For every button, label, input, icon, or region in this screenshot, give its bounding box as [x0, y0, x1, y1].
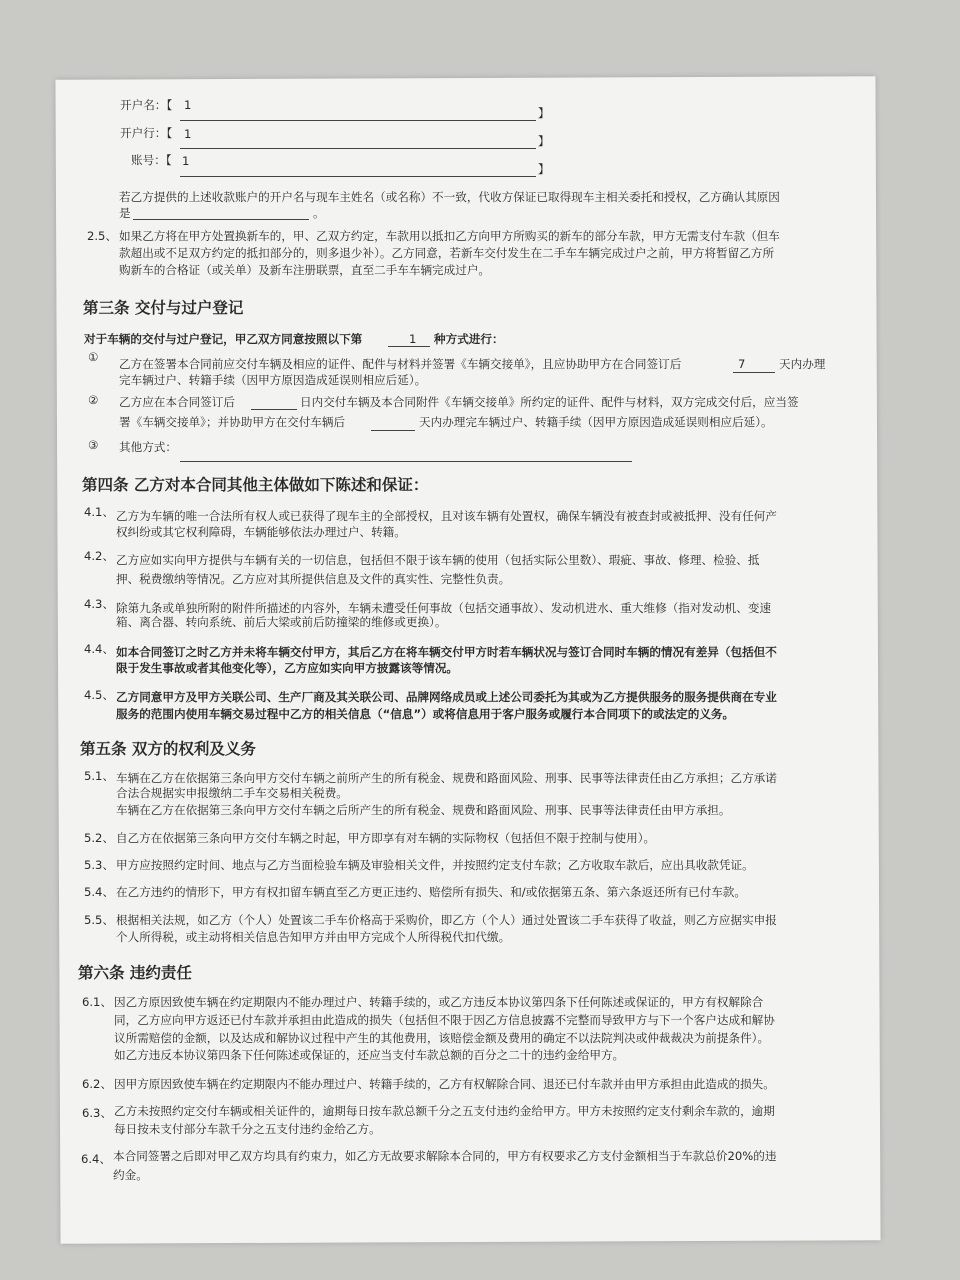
clause-5-3-line1: 甲方应按照约定时间、地点与乙方当面检验车辆及审验相关文件，并按照约定支付车款；乙方收取车款后，应出具收款凭证。 — [116, 858, 754, 872]
clause-4-1-line2: 权纠纷或其它权利障碍，车辆能够依法办理过户、转籍。 — [116, 525, 406, 539]
option-1-line1-prefix: 乙方在签署本合同前应交付车辆及相应的证件、配件与材料并签署《车辆交接单》，且应协助甲方在合同签订后 — [119, 357, 682, 371]
clause-6-1-line4: 如乙方违反本协议第四条下任何陈述或保证的，还应当支付车款总额的百分之二十的违约金给甲方。 — [114, 1048, 625, 1062]
option-1-days-value: 7 — [738, 357, 746, 371]
clause-4-5-line1: 乙方同意甲方及甲方关联公司、生产厂商及其关联公司、品牌网络成员或上述公司委托为其或为乙方提供服务的服务提供商在专业 — [116, 690, 777, 704]
clause-6-4-line2: 约金。 — [113, 1168, 148, 1182]
account-note-underline — [133, 219, 309, 220]
clause-6-1-line3: 议所需赔偿的金额，以及达成和解协议过程中产生的其他费用，该赔偿金额及费用的确定不以法院判决或仲裁裁决为前提条件）。 — [114, 1031, 770, 1045]
clause-2-5-line1: 如果乙方将在甲方处置换新车的，甲、乙双方约定，车款用以抵扣乙方向甲方所购买的新车的部分车款，甲方无需支付车款（但车 — [119, 229, 780, 243]
clause-5-5-line2: 个人所得税，或主动将相关信息告知甲方并由甲方完成个人所得税代扣代缴。 — [116, 930, 511, 944]
clause-5-4-number: 5.4、 — [84, 885, 115, 899]
option-2-line1-suffix: 日内交付车辆及本合同附件《车辆交接单》所约定的证件、配件与材料，双方完成交付后，应当签 — [300, 395, 799, 409]
clause-2-5-line3: 购新车的合格证（或关单）及新车注册联票，直至二手车车辆完成过户。 — [119, 263, 491, 277]
clause-4-5-number: 4.5、 — [84, 688, 115, 702]
clause-6-2-number: 6.2、 — [82, 1077, 113, 1091]
option-2-line2-suffix: 天内办理完车辆过户、转籍手续（因甲方原因造成延误则相应后延）。 — [419, 415, 773, 429]
account-bank-value: 1 — [184, 127, 192, 141]
article-3-intro-value: 1 — [409, 332, 417, 346]
account-name-label: 开户名：【 — [120, 98, 173, 112]
clause-5-1-number: 5.1、 — [84, 769, 115, 783]
account-name-value: 1 — [184, 98, 192, 112]
clause-6-1-line1: 因乙方原因致使车辆在约定期限内不能办理过户、转籍手续的，或乙方违反本协议第四条下任何陈述或保证的，甲方有权解除合 — [114, 995, 764, 1009]
account-name-underline — [180, 120, 536, 121]
clause-4-1-number: 4.1、 — [84, 505, 115, 519]
option-2-transfer-underline — [371, 430, 415, 431]
account-bank-label: 开户行：【 — [120, 126, 173, 140]
option-2-line1-prefix: 乙方应在本合同签订后 — [119, 395, 235, 409]
clause-2-5-number: 2.5、 — [87, 229, 118, 243]
clause-4-3-line1: 除第九条或单独所附的附件所描述的内容外，车辆未遭受任何事故（包括交通事故）、发动机进水、重大维修（指对发动机、变速 — [116, 601, 772, 615]
account-number-label: 账号：【 — [131, 153, 172, 167]
account-bank-underline — [180, 148, 536, 149]
clause-4-3-number: 4.3、 — [84, 597, 115, 611]
clause-4-2-number: 4.2、 — [84, 549, 115, 563]
clause-6-4-line1: 本合同签署之后即对甲乙双方均具有约束力，如乙方无故要求解除本合同的，甲方有权要求乙方支付金额相当于车款总价20%的违 — [113, 1149, 777, 1163]
option-1-days-underline — [733, 372, 775, 373]
option-3-label: 其他方式： — [119, 440, 177, 454]
clause-4-3-line2: 箱、离合器、转向系统、前后大梁或前后防撞梁的维修或更换）。 — [116, 615, 447, 629]
account-note-suffix: 。 — [313, 206, 325, 220]
clause-5-5-number: 5.5、 — [84, 913, 115, 927]
article-6-heading: 第六条 违约责任 — [78, 964, 192, 982]
account-number-underline — [180, 176, 536, 177]
option-3-number: ③ — [88, 438, 99, 452]
clause-4-4-line2: 限于发生事故或者其他变化等），乙方应如实向甲方披露该等情况。 — [116, 661, 459, 675]
article-3-heading: 第三条 交付与过户登记 — [83, 299, 244, 317]
article-5-heading: 第五条 双方的权利及义务 — [80, 740, 256, 758]
clause-6-3-line1: 乙方未按照约定交付车辆或相关证件的，逾期每日按车款总额千分之五支付违约金给甲方。甲方未按照约定支付剩余车款的，逾期 — [114, 1104, 775, 1118]
option-1-line1-suffix: 天内办理 — [779, 357, 826, 371]
clause-6-3-number: 6.3、 — [82, 1106, 113, 1120]
clause-6-4-number: 6.4、 — [81, 1152, 112, 1166]
clause-4-2-line1: 乙方应如实向甲方提供与车辆有关的一切信息，包括但不限于该车辆的使用（包括实际公里数）、瑕疵、事故、修理、检验、抵 — [116, 553, 760, 567]
clause-6-3-line2: 每日按未支付部分车款千分之五支付违约金给乙方。 — [114, 1122, 381, 1136]
option-2-number: ② — [88, 393, 99, 407]
clause-5-1-line1: 车辆在乙方在依据第三条向甲方交付车辆之前所产生的所有税金、规费和路面风险、刑事、民事等法律责任由乙方承担；乙方承诺 — [116, 771, 777, 785]
article-3-intro-underline — [388, 346, 430, 347]
article-4-heading: 第四条 乙方对本合同其他主体做如下陈述和保证： — [82, 476, 429, 494]
clause-5-2-line1: 自乙方在依据第三条向甲方交付车辆之时起，甲方即享有对车辆的实际物权（包括但不限于控制与使用）。 — [116, 831, 656, 845]
clause-5-3-number: 5.3、 — [84, 858, 115, 872]
option-1-number: ① — [88, 350, 99, 364]
clause-6-1-number: 6.1、 — [82, 995, 113, 1009]
clause-6-1-line2: 同，乙方应向甲方返还已付车款并承担由此造成的损失（包括但不限于因乙方信息披露不完整而导致甲方与下一个客户达成和解协 — [114, 1013, 775, 1027]
clause-4-5-line2: 服务的范围内使用车辆交易过程中乙方的相关信息（“信息”）或将信息用于客户服务或履行本合同项下的或法定的义务。 — [116, 707, 735, 721]
clause-6-2-line1: 因甲方原因致使车辆在约定期限内不能办理过户、转籍手续的，乙方有权解除合同、退还已付车款并由甲方承担由此造成的损失。 — [114, 1077, 775, 1091]
article-3-intro-suffix: 种方式进行： — [434, 332, 504, 346]
article-3-intro-prefix: 对于车辆的交付与过户登记，甲乙双方同意按照以下第 — [84, 332, 363, 346]
clause-5-2-number: 5.2、 — [84, 831, 115, 845]
account-bank-close: 】 — [538, 134, 550, 148]
option-3-underline — [180, 461, 632, 462]
account-name-close: 】 — [538, 106, 550, 120]
clause-4-1-line1: 乙方为车辆的唯一合法所有权人或已获得了现车主的全部授权，且对该车辆有处置权，确保车辆没有被查封或被抵押、没有任何产 — [116, 509, 777, 523]
account-note-line1: 若乙方提供的上述收款账户的开户名与现车主姓名（或名称）不一致，代收方保证已取得现车主相关委托和授权，乙方确认其原因 — [119, 190, 780, 204]
clause-5-1-line2: 合法合规据实申报缴纳二手车交易相关税费。 — [116, 786, 348, 800]
clause-4-4-number: 4.4、 — [84, 642, 115, 656]
option-2-days-underline — [251, 409, 297, 410]
option-2-line2-prefix: 署《车辆交接单》；并协助甲方在交付车辆后 — [119, 415, 346, 429]
clause-2-5-line2: 款超出或不足双方约定的抵扣部分的，则多退少补）。乙方同意，若新车交付发生在二手车车辆完成过户之前，甲方将暂留乙方所 — [119, 246, 775, 260]
account-note-prefix: 是 — [119, 206, 131, 220]
clause-4-4-line1: 如本合同签订之时乙方并未将车辆交付甲方，其后乙方在将车辆交付甲方时若车辆状况与签订合同时车辆的情况有差异（包括但不 — [116, 645, 777, 659]
account-number-value: 1 — [182, 154, 190, 168]
clause-5-4-line1: 在乙方违约的情形下，甲方有权扣留车辆直至乙方更正违约、赔偿所有损失、和/或依据第五条、第六条返还所有已付车款。 — [116, 885, 746, 899]
account-number-close: 】 — [538, 162, 550, 176]
clause-4-2-line2: 押、税费缴纳等情况。乙方应对其所提供信息及文件的真实性、完整性负责。 — [116, 572, 511, 586]
clause-5-5-line1: 根据相关法规，如乙方（个人）处置该二手车价格高于采购价，即乙方（个人）通过处置该二手车获得了收益，则乙方应据实申报 — [116, 913, 777, 927]
option-1-line2: 完车辆过户、转籍手续（因甲方原因造成延误则相应后延）。 — [119, 373, 427, 387]
clause-5-1-line3: 车辆在乙方在依据第三条向甲方交付车辆之后所产生的所有税金、规费和路面风险、刑事、民事等法律责任由甲方承担。 — [116, 803, 731, 817]
